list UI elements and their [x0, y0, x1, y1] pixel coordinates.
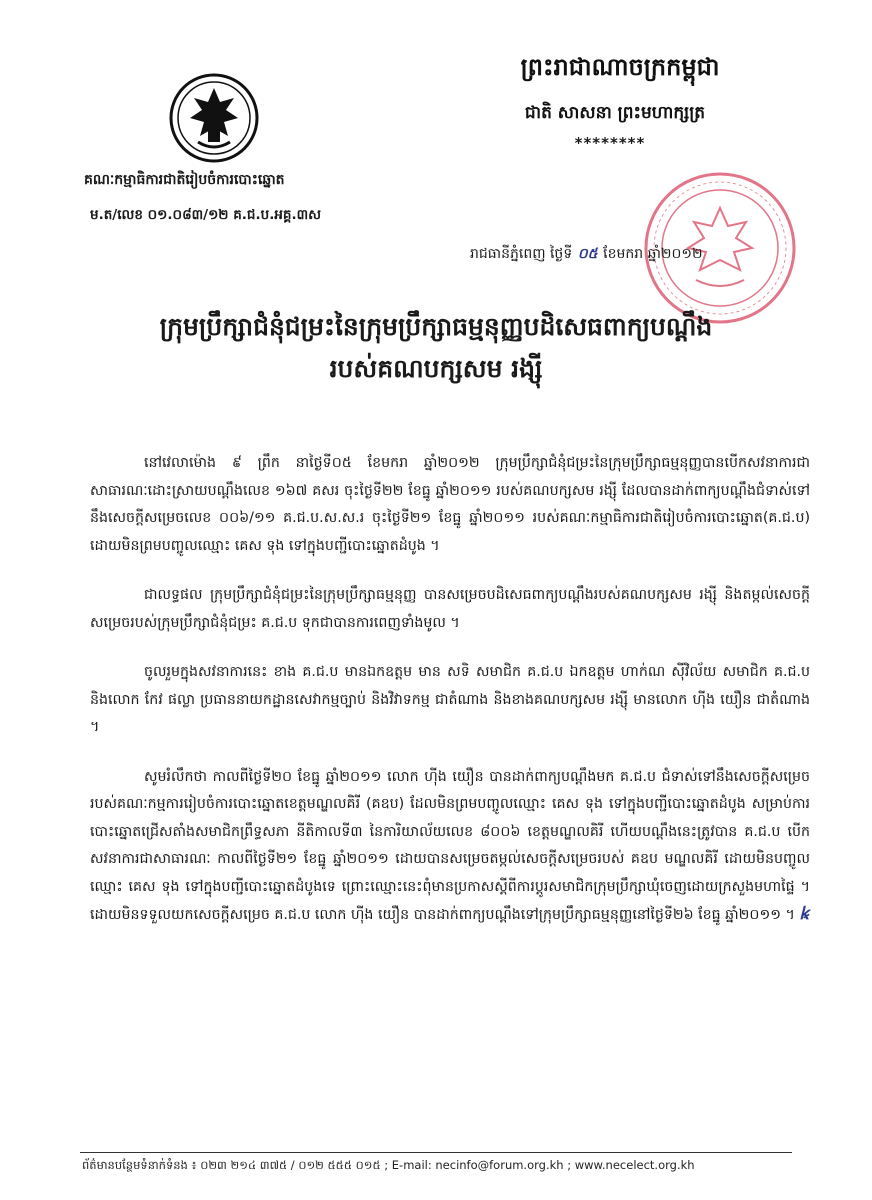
paragraph	[90, 764, 810, 930]
title-line-1: ក្រុមប្រឹក្សាជំនុំជម្រះនៃក្រុមប្រឹក្សាធម្មនុញ្ញបដិសេធពាក្យបណ្តឹង	[159, 312, 713, 341]
kingdom-heading: ព្រះរាជាណាចក្រកម្ពុជា	[520, 53, 720, 81]
date-line	[470, 244, 820, 265]
sender-organization: គណៈកម្មាធិការជាតិរៀបចំការបោះឆ្នោត	[84, 172, 285, 188]
footer-contact: ព័ត៌មានបន្ថែមទំនាក់ទំនង ៖ ០២៣ ២១៤ ៣៧៥ / ០១២ ៥៥៥ ០១៥ ; E-mail: necinfo@forum.org.kh ; www.necelect.org.kh	[82, 1158, 695, 1172]
letter-body	[90, 450, 810, 930]
date-month: ខែមករា	[603, 246, 644, 262]
paragraph: ចូលរួមក្នុងសវនាការនេះ ខាង គ.ជ.ប មានឯកឧត្តម មាន សទិ សមាជិក គ.ជ.ប ឯកឧត្តម ហាក់ណ ស៊ីវិល័យ សមាជិក គ.ជ.ប និងលោក កែវ ផល្លា ប្រធាននាយកដ្ឋានសេវាកម្មច្បាប់ និងវិវាទកម្ម ជាតំណាង និងខាងគណបក្សសម រង្ស៊ី មានលោក ហ៊ីង យឿន ជាតំណាង ។	[90, 664, 810, 735]
national-motto: ជាតិ សាសនា ព្រះមហាក្សត្រ	[524, 103, 706, 123]
paragraph: ជាលទ្ធផល ក្រុមប្រឹក្សាជំនុំជម្រះនៃក្រុមប្រឹក្សាធម្មនុញ្ញ បានសម្រេចបដិសេធពាក្យបណ្តឹងរបស់គណបក្សសម រង្ស៊ី និងតម្កល់សេចក្តីសម្រេចរបស់ក្រុមប្រឹក្សាជំនុំជម្រះ គ.ជ.ប ទុកជាបានការពេញទាំងមូល ។	[90, 587, 810, 631]
nec-emblem-logo	[168, 72, 260, 164]
title-line-2: របស់គណបក្សសម រង្ស៊ី	[329, 354, 543, 383]
motto-divider: ********	[574, 134, 646, 152]
reference-number: ម.ត/លេខ ០១.០៨៣/១២ គ.ជ.ប.អគ្គ.៣ស	[90, 207, 321, 223]
date-day: ០៥	[577, 246, 598, 262]
document-title	[90, 306, 782, 390]
handwritten-initial: ꝃ	[799, 904, 809, 924]
paragraph-text: សូមរំលឹកថា កាលពីថ្ងៃទី២០ ខែធ្នូ ឆ្នាំ២០១១ លោក ហ៊ីង យឿន បានដាក់ពាក្យបណ្តឹងមក គ.ជ.ប ជំទាស់ទៅនឹងសេចក្តីសម្រេចរបស់គណៈកម្មការរៀបចំការបោះឆ្នោតខេត្តមណ្ឌលគិរី (គឧប) ដែលមិនព្រមបញ្ចូលឈ្មោះ គេស ទុង ទៅក្នុងបញ្ជីបោះឆ្នោតដំបូង សម្រាប់ការបោះឆ្នោតជ្រើសតាំងសមាជិកព្រឹទ្ធសភា នីតិកាលទី៣ នៃការិយាល័យលេខ ៨០០៦ ខេត្តមណ្ឌលគិរី ហើយបណ្តឹងនេះត្រូវបាន គ.ជ.ប បើកសវនាការជាសាធារណៈ កាលពីថ្ងៃទី២១ ខែធ្នូ ឆ្នាំ២០១១ ដោយបានសម្រេចតម្កល់សេចក្តីសម្រេចរបស់ គឧប មណ្ឌលគិរី ដោយមិនបញ្ចូលឈ្មោះ គេស ទុង ទៅក្នុងបញ្ជីបោះឆ្នោតដំបូងទេ ព្រោះឈ្មោះនេះពុំមានប្រកាសស្តីពីការប្តូរសមាជិកក្រុមប្រឹក្សាឃុំចេញដោយក្រសួងមហាផ្ទៃ ។ ដោយមិនទទួលយកសេចក្តីសម្រេច គ.ជ.ប លោក ហ៊ីង យឿន បានដាក់ពាក្យបណ្តឹងទៅក្រុមប្រឹក្សាធម្មនុញ្ញនៅថ្ងៃទី២៦ ខែធ្នូ ឆ្នាំ២០១១ ។	[90, 768, 810, 923]
paragraph: នៅវេលាម៉ោង ៩ ព្រឹក នាថ្ងៃទី០៥ ខែមករា ឆ្នាំ២០១២ ក្រុមប្រឹក្សាជំនុំជម្រះនៃក្រុមប្រឹក្សាធម្មនុញ្ញបានបើកសវនាការជាសាធារណៈដោះស្រាយបណ្តឹងលេខ ១៦៧ គសរ ចុះថ្ងៃទី២២ ខែធ្នូ ឆ្នាំ២០១១ របស់គណបក្សសម រង្ស៊ី ដែលបានដាក់ពាក្យបណ្តឹងជំទាស់ទៅនឹងសេចក្តីសម្រេចលេខ ០០៦/១១ គ.ជ.ប.ស.ស.រ ចុះថ្ងៃទី២១ ខែធ្នូ ឆ្នាំ២០១១ របស់គណៈកម្មាធិការជាតិរៀបចំការបោះឆ្នោត(គ.ជ.ប) ដោយមិនព្រមបញ្ចូលឈ្មោះ គេស ទុង ទៅក្នុងបញ្ជីបោះឆ្នោតដំបូង ។	[90, 455, 810, 554]
footer-divider	[80, 1152, 792, 1153]
date-place: រាជធានីភ្នំពេញ ថ្ងៃទី	[470, 246, 573, 262]
date-year: ឆ្នាំ២០១២	[647, 246, 703, 262]
